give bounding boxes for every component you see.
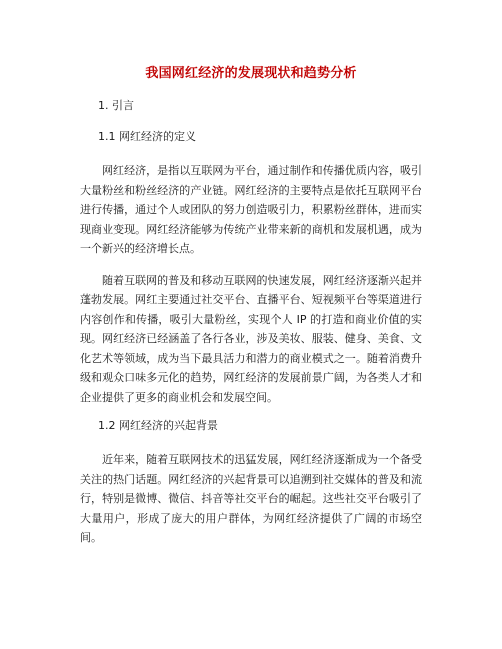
section-heading-1-1: 1.1 网红经济的定义 <box>98 130 196 143</box>
document-title: 我国网红经济的发展现状和趋势分析 <box>145 66 357 81</box>
paragraph-background: 近年来，随着互联网技术的迅猛发展，网红经济逐渐成为一个备受关注的热门话题。网红经济的兴起背景可以追溯到社交媒体的普及和流行，特别是微博、微信、抖音等社交平台的崛起。这些社交平台吸引了大量用户，形成了庞大的用户群体，为网红经济提供了广阔的市场空间。 <box>80 453 422 544</box>
paragraph-development: 随着互联网的普及和移动互联网的快速发展，网红经济逐渐兴起并蓬勃发展。网红主要通过社交平台、直播平台、短视频平台等渠道进行内容创作和传播，吸引大量粉丝，实现个人 IP 的打造和商业价值的实现。网红经济已经涵盖了各行各业，涉及美妆、服装、健身、美食、文化艺术等领域，成为当下最具活力和潜力的商业模式之一。随着消费升级和观众口味多元化的趋势，网红经济的发展前景广阔，为各类人才和企业提供了更多的商业机会和发展空间。 <box>80 273 422 404</box>
paragraph-definition: 网红经济，是指以互联网为平台，通过制作和传播优质内容，吸引大量粉丝和粉丝经济的产业链。网红经济的主要特点是依托互联网平台进行传播，通过个人或团队的努力创造吸引力，积累粉丝群体，进而实现商业变现。网红经济能够为传统产业带来新的商机和发展机遇，成为一个新兴的经济增长点。 <box>80 164 422 255</box>
section-heading-1: 1. 引言 <box>98 99 134 112</box>
section-heading-1-2: 1.2 网红经济的兴起背景 <box>98 419 218 432</box>
